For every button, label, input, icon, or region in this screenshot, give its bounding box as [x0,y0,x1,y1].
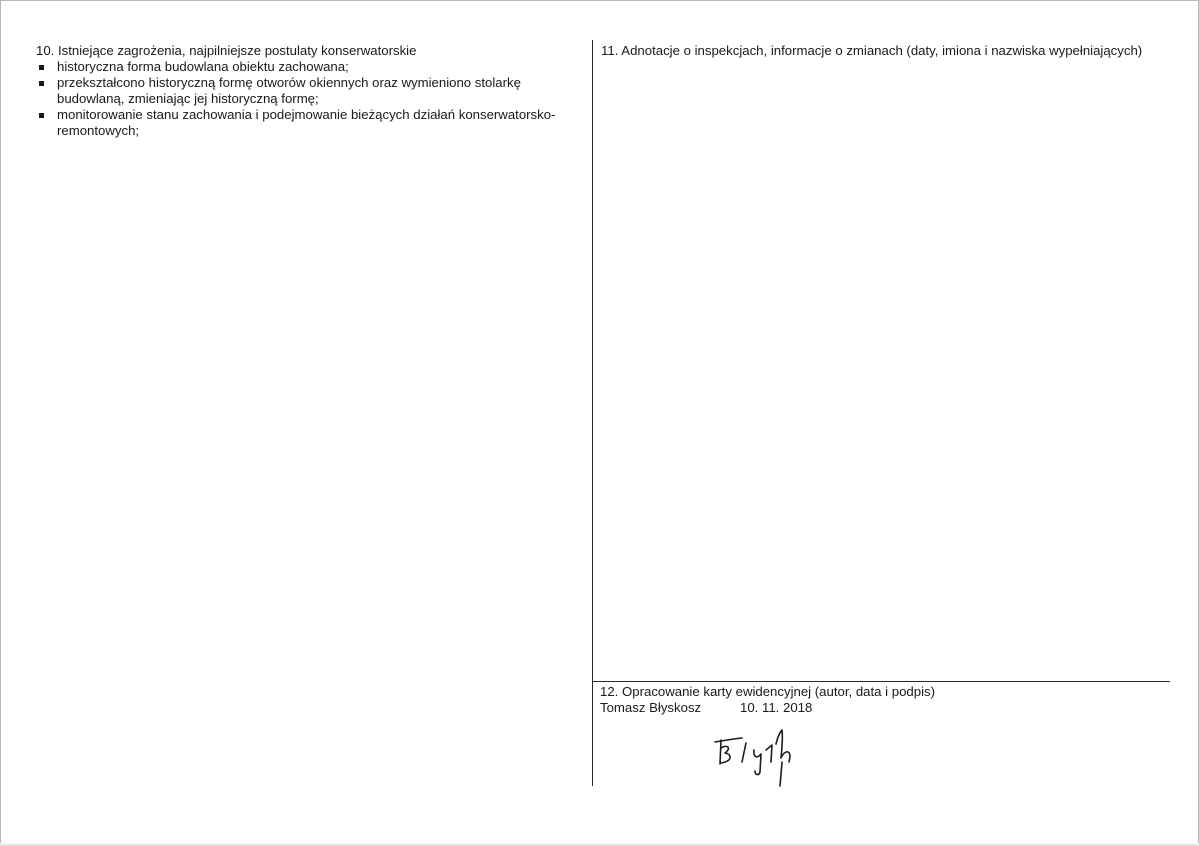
author-line [600,700,1165,716]
bullet-icon [39,65,44,70]
section-authorship [600,684,1165,716]
list-item [36,107,581,139]
section-11-title: 11. Adnotacje o inspekcjach, informacje o zmianach (daty, imiona i nazwiska wypełniających) [601,43,1143,58]
section-divider [592,681,1170,682]
threats-list [36,59,581,139]
list-item [36,75,581,107]
section-inspection-notes [601,43,1171,59]
section-12-title: 12. Opracowanie karty ewidencyjnej (autor, data i podpis) [600,684,935,699]
author-name: Tomasz Błyskosz [600,700,702,715]
author-date: 10. 11. 2018 [740,700,813,715]
bullet-icon [39,113,44,118]
list-item-text: monitorowanie stanu zachowania i podejmowanie bieżących działań konserwatorsko-remontowych; [57,107,556,138]
column-divider [592,40,593,786]
bullet-icon [39,81,44,86]
section-10-title: 10. Istniejące zagrożenia, najpilniejsze postulaty konserwatorskie [36,43,417,58]
section-threats-postulates [36,43,581,139]
list-item-text: przekształcono historyczną formę otworów okiennych oraz wymieniono stolarkę budowlaną, zmieniając jej historyczną formę; [57,75,521,106]
list-item [36,59,581,75]
list-item-text: historyczna forma budowlana obiektu zachowana; [57,59,349,74]
handwritten-signature [712,728,812,790]
